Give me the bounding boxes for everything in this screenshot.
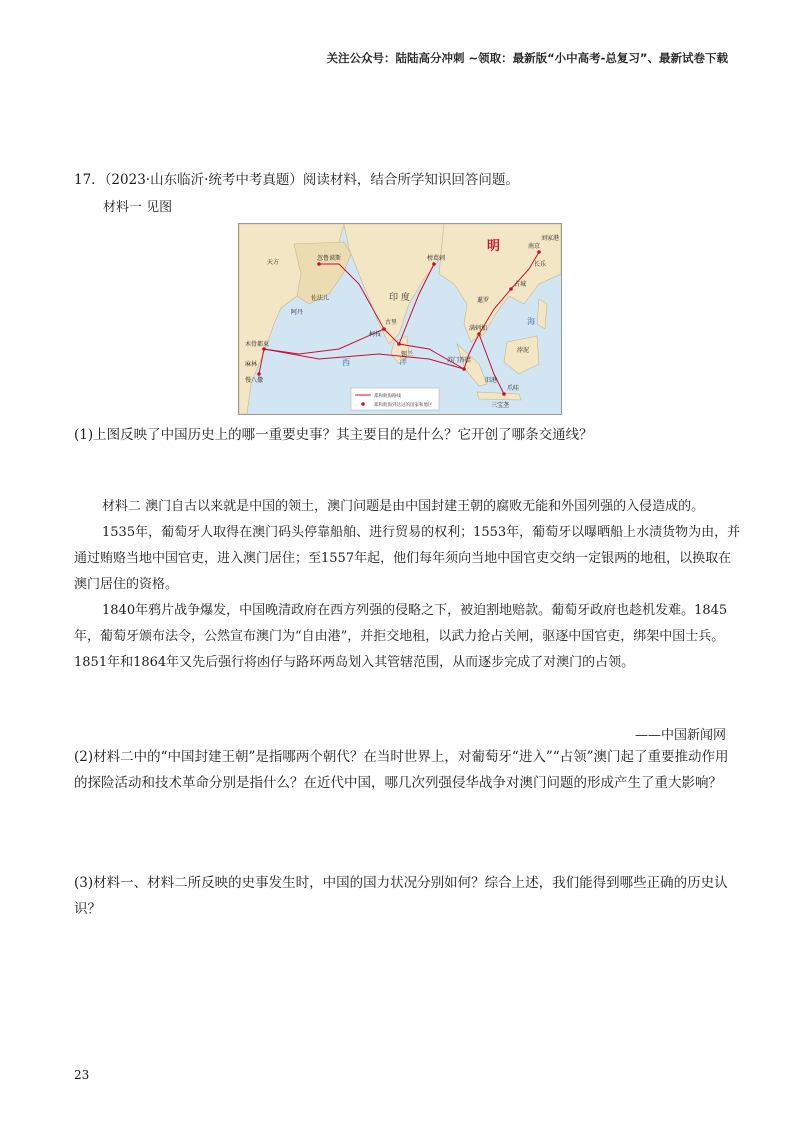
- page-header: 关注公众号：陆陆高分冲刺 ~领取：最新版“小中高考-总复习”、最新试卷下载: [326, 51, 728, 65]
- material2: [74, 494, 744, 676]
- map-label-sanfoqi: 三宝垄: [491, 402, 510, 409]
- port-dot-guli: [382, 327, 386, 331]
- map-label-jiugang: 旧港: [485, 377, 498, 384]
- map-label-western-ocean: 西: [342, 358, 350, 367]
- material1-label: 材料一 见图: [103, 200, 173, 215]
- material2-source: ——中国新闻网: [634, 728, 726, 743]
- map-label-changle: 长乐: [534, 261, 547, 268]
- zheng-he-voyage-map: [238, 223, 562, 415]
- map-label-xilan: 锡兰: [401, 351, 414, 358]
- sub-question-1: (1)上图反映了中国历史上的哪一重要史事？其主要目的是什么？它开创了哪条交通线？: [74, 427, 593, 443]
- legend-dot-swatch: [361, 402, 365, 406]
- port-dot-zhaowa: [502, 392, 506, 396]
- map-label-manbasa: 慢八撒: [245, 377, 264, 384]
- sub-question-2: (2)材料二中的“中国封建王朝”是指哪两个朝代？在当时世界上，对葡萄牙“进入”“占领”澳门起了重要推动作用的探险活动和技术革命分别是指什么？在近代中国，哪几次列强侵华战争对澳门问题的形成产生了重大影响？: [74, 749, 729, 791]
- port-dot-manlajia: [477, 332, 481, 336]
- material2-paragraph: 1535年，葡萄牙人取得在澳门码头停靠船舶、进行贸易的权利；1553年，葡萄牙以曝晒船上水渍货物为由，并通过贿赂当地中国官吏，进入澳门居住；至1557年起，他们每年须向当地中国官吏交纳一定银两的地租，以换取在澳门居住的资格。: [74, 525, 741, 592]
- map-svg: [239, 224, 561, 414]
- map-label-india: 印 度: [389, 293, 410, 303]
- map-label-ming: 明: [487, 239, 501, 254]
- port-dot-nanjing: [537, 250, 541, 254]
- page-number: 23: [74, 1068, 90, 1082]
- map-label-mogudishu: 木骨都束: [245, 341, 270, 348]
- map-label-kezhi: 柯枝: [369, 331, 382, 338]
- port-dot-bangela: [432, 262, 436, 266]
- material2-paragraph: 材料二 澳门自古以来就是中国的领土，澳门问题是由中国封建王朝的腐败无能和外国列强的入侵造成的。: [102, 499, 705, 514]
- map-label-sumendala: 苏门答腊: [447, 357, 472, 364]
- port-dot-hulumosi: [317, 262, 321, 266]
- map-label-tianfang: 天方: [267, 259, 280, 266]
- map-label-boni: 浡泥: [517, 347, 530, 354]
- legend-route-label: 郑和航海路线: [374, 394, 401, 399]
- map-label-manlajia: 满剌加: [469, 325, 488, 332]
- port-dot-zhancheng: [509, 287, 513, 291]
- material2-paragraph: 1840年鸦片战争爆发，中国晚清政府在西方列强的侵略之下，被迫割地赔款。葡萄牙政府也趁机发难。1845年，葡萄牙颁布法令，公然宣布澳门为“自由港”，并拒交地租，以武力抢占关闸，驱逐中国官吏，绑架中国士兵。1851年和1864年又先后强行将凼仔与路环两岛划入其管辖范围，从而逐步完成了对澳门的占领。: [74, 603, 728, 670]
- port-dot-sumendala: [462, 367, 466, 371]
- map-label-zhaowa: 爪哇: [507, 385, 520, 392]
- map-land-philippines: [537, 299, 547, 329]
- map-label-zhancheng: 占城: [514, 281, 527, 288]
- map-label-malin: 麻林: [245, 361, 258, 368]
- map-label-bangela: 榜葛剌: [427, 255, 446, 262]
- map-label-liujiagang: 刘家港: [541, 235, 560, 242]
- map-label-ocean: 洋: [399, 357, 407, 366]
- map-label-adan: 阿丹: [291, 309, 304, 316]
- sub-question-3: (3)材料一、材料二所反映的史事发生时，中国的国力状况分别如何？综合上述，我们能得到哪些正确的历史认识？: [74, 875, 728, 917]
- legend-dot-label: 郑和航海到达过的国家和地区: [374, 403, 433, 408]
- map-label-nanjing: 南京: [528, 243, 541, 250]
- port-dot-xilan: [397, 342, 401, 346]
- map-label-sea: 海: [527, 317, 535, 326]
- map-legend: [351, 388, 439, 410]
- map-label-xianluo: 暹罗: [477, 297, 490, 304]
- port-dot-manbasa: [257, 372, 261, 376]
- question-title: 17．（2023·山东临沂·统考中考真题）阅读材料，结合所学知识回答问题。: [74, 172, 519, 188]
- map-label-zufaer: 佐法儿: [311, 295, 330, 302]
- map-label-hulumosi: 忽鲁谟斯: [317, 255, 342, 262]
- map-label-guli: 古里: [385, 319, 398, 326]
